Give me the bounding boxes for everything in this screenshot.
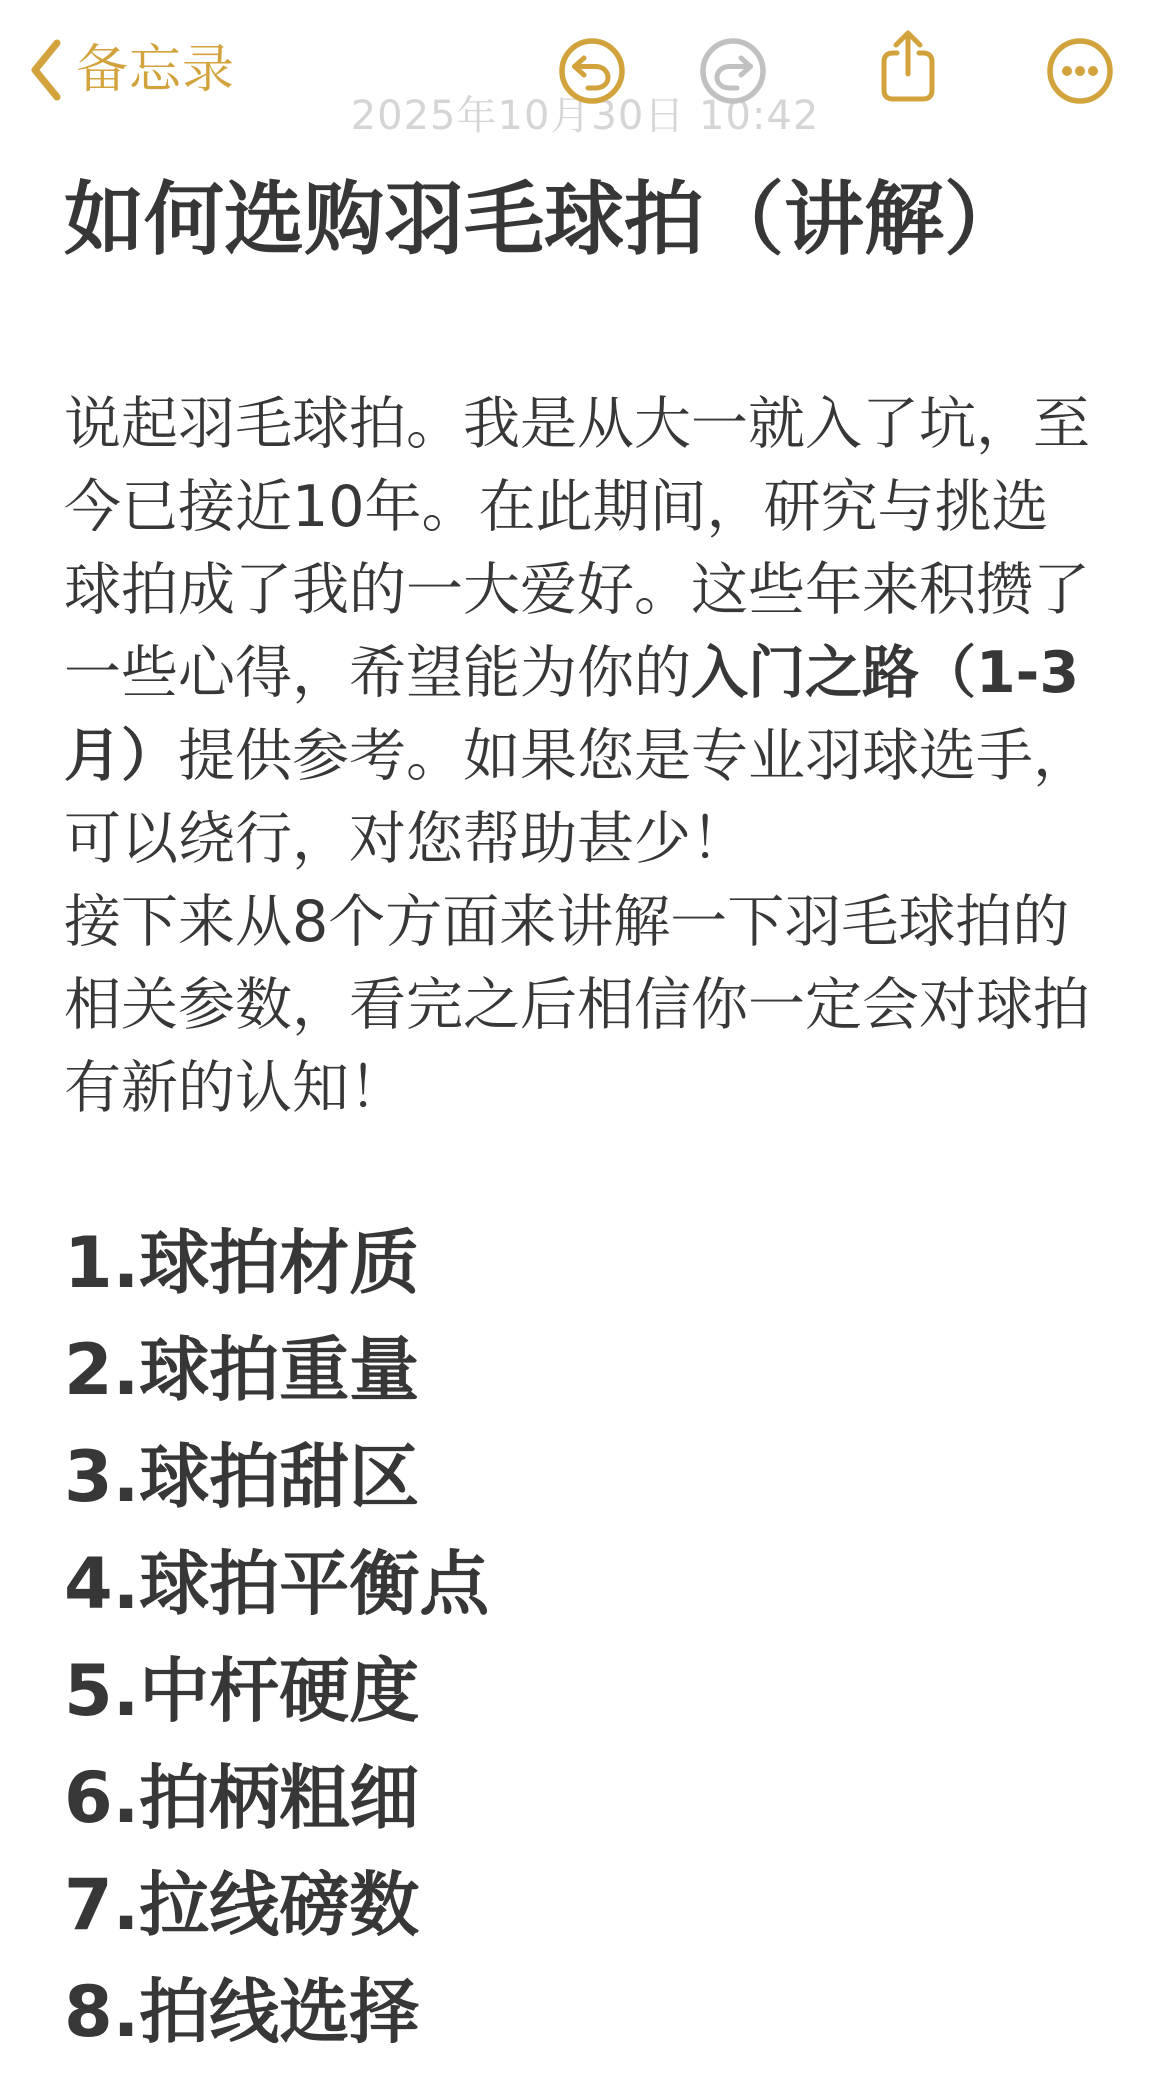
chevron-left-icon [28,37,62,103]
list-item: 4.球拍平衡点 [64,1543,490,1625]
list-item: 3.球拍甜区 [64,1436,420,1518]
body-line: 说起羽毛球拍。我是从大一就入了坑，至 [64,391,1090,457]
body-line: 球拍成了我的一大爱好。这些年来积攒了 [64,557,1090,623]
redo-icon [699,37,767,105]
body-line: 一些心得，希望能为你的入门之路（1-3 [64,640,1079,706]
list-item: 7.拉线磅数 [64,1864,420,1946]
body-line: 月）提供参考。如果您是专业羽球选手， [64,723,1090,789]
share-button[interactable] [874,26,942,106]
undo-icon [558,37,626,105]
undo-button[interactable] [558,37,626,105]
note-timestamp: 2025年10月30日 10:42 [350,93,820,139]
body-line: 接下来从8个方面来讲解一下羽毛球拍的 [64,889,1070,955]
list-item: 1.球拍材质 [64,1222,420,1304]
redo-button[interactable] [699,37,767,105]
note-title: 如何选购羽毛球拍（讲解） [64,173,1024,266]
body-line: 有新的认知！ [64,1055,406,1121]
list-item: 2.球拍重量 [64,1329,420,1411]
list-item: 6.拍柄粗细 [64,1757,420,1839]
note-list [64,1210,1106,2066]
body-line: 相关参数，看完之后相信你一定会对球拍 [64,972,1090,1038]
body-line: 可以绕行，对您帮助甚少！ [64,806,748,872]
navbar [0,0,1170,132]
body-line: 今已接近10年。在此期间，研究与挑选 [64,474,1049,540]
list-item: 8.拍线选择 [64,1971,420,2053]
back-button[interactable] [28,34,235,106]
list-item: 5.中杆硬度 [64,1650,420,1732]
ellipsis-icon [1046,37,1114,105]
note-body [64,383,1106,1130]
more-button[interactable] [1046,37,1114,105]
back-label: 备忘录 [76,40,236,100]
share-icon [877,26,939,106]
